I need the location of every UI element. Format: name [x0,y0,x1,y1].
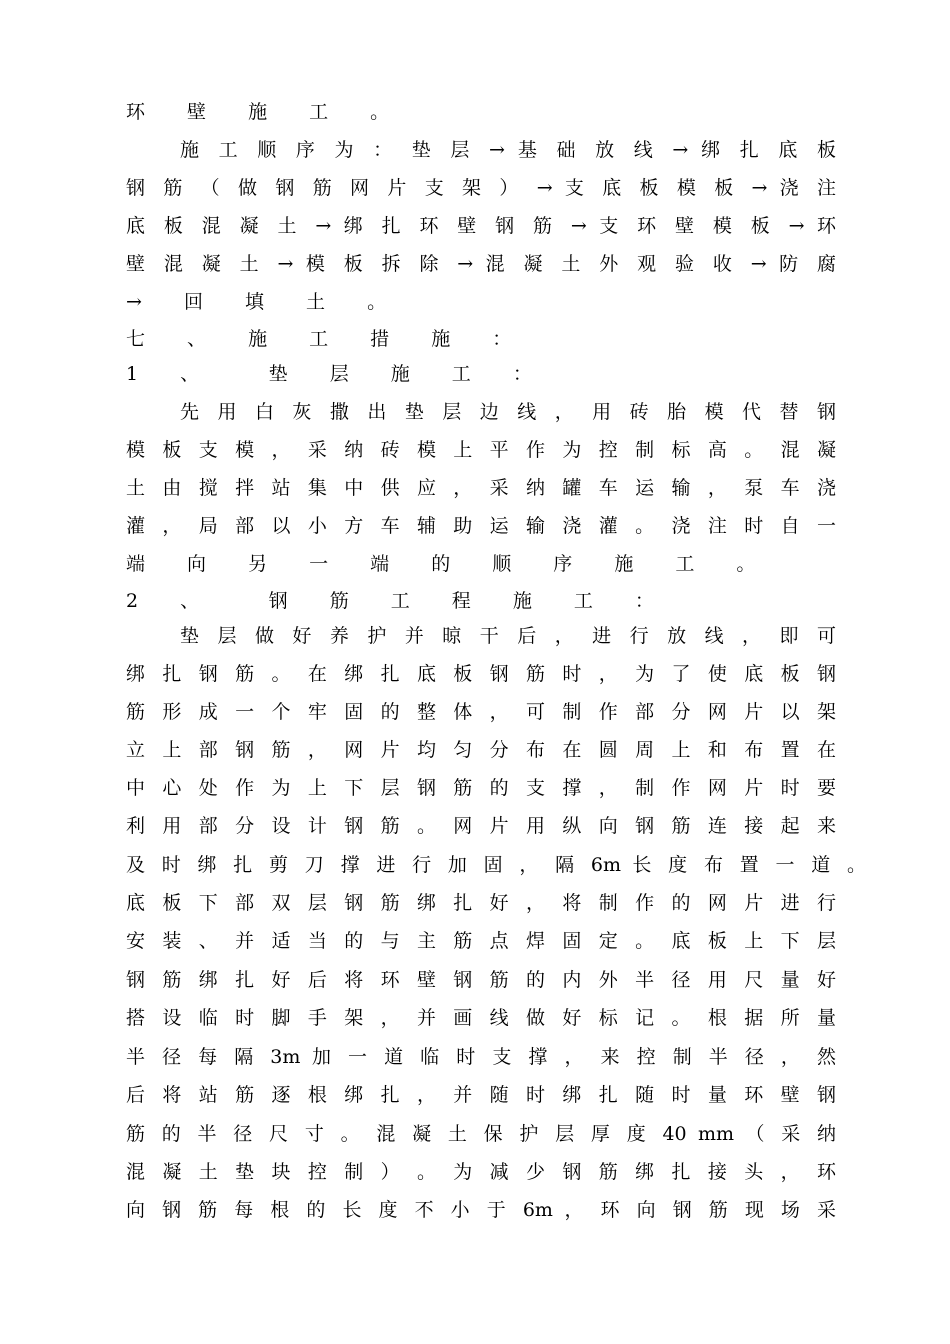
text-line: 筋 的 半 径 尺 寸 。 混 凝 土 保 护 层 厚 度 40 mm （ 采 纳 [126,1123,836,1145]
subsection-heading: 2 、 钢 筋 工 程 施 工 ： [126,590,672,612]
text-line: 模 板 支 模 ， 采 纳 砖 模 上 平 作 为 控 制 标 高 。 混 凝 [126,439,836,461]
text-line: 土 由 搅 拌 站 集 中 供 应 ， 采 纳 罐 车 运 输 ， 泵 车 浇 [126,477,836,499]
text-line: 后 将 站 筋 逐 根 绑 扎 ， 并 随 时 绑 扎 随 时 量 环 壁 钢 [126,1084,836,1106]
text-line: 筋 形 成 一 个 牢 固 的 整 体 ， 可 制 作 部 分 网 片 以 架 [126,701,836,723]
text-line: → 回 填 土 。 [126,291,405,313]
section-heading: 七 、 施 工 措 施 ： [126,328,530,350]
text-line: 灌 ， 局 部 以 小 方 车 辅 助 运 输 浇 灌 。 浇 注 时 自 一 [126,515,836,537]
text-line: 壁 混 凝 土 → 模 板 拆 除 → 混 凝 土 外 观 验 收 → 防 腐 [126,253,836,275]
text-line: 底 板 混 凝 土 → 绑 扎 环 壁 钢 筋 → 支 环 壁 模 板 → 环 [126,215,836,237]
text-line: 垫 层 做 好 养 护 并 晾 干 后 ， 进 行 放 线 ， 即 可 [180,625,836,647]
text-line: 先 用 白 灰 撒 出 垫 层 边 线 ， 用 砖 胎 模 代 替 钢 [180,401,836,423]
text-line: 利 用 部 分 设 计 钢 筋 。 网 片 用 纵 向 钢 筋 连 接 起 来 [126,815,836,837]
text-line: 混 凝 土 垫 块 控 制 ） 。 为 减 少 钢 筋 绑 扎 接 头 ， 环 [126,1161,836,1183]
subsection-heading: 1 、 垫 层 施 工 ： [126,363,550,385]
text-line: 钢 筋 绑 扎 好 后 将 环 壁 钢 筋 的 内 外 半 径 用 尺 量 好 [126,969,836,991]
text-line: 半 径 每 隔 3m 加 一 道 临 时 支 撑 ， 来 控 制 半 径 ， 然 [126,1046,836,1068]
text-line: 搭 设 临 时 脚 手 架 ， 并 画 线 做 好 标 记 。 根 据 所 量 [126,1007,836,1029]
text-line: 施 工 顺 序 为 ： 垫 层 → 基 础 放 线 → 绑 扎 底 板 [180,139,836,161]
text-line: 立 上 部 钢 筋 ， 网 片 均 匀 分 布 在 圆 周 上 和 布 置 在 [126,739,836,761]
text-line: 环 壁 施 工 。 [126,101,408,123]
text-line: 向 钢 筋 每 根 的 长 度 不 小 于 6m ， 环 向 钢 筋 现 场 采 [126,1199,836,1221]
text-line: 底 板 下 部 双 层 钢 筋 绑 扎 好 ， 将 制 作 的 网 片 进 行 [126,892,836,914]
text-line: 及 时 绑 扎 剪 刀 撑 进 行 加 固 ， 隔 6m 长 度 布 置 一 道 。 [126,854,866,876]
text-line: 绑 扎 钢 筋 。 在 绑 扎 底 板 钢 筋 时 ， 为 了 使 底 板 钢 [126,663,836,685]
text-line: 安 装 、 并 适 当 的 与 主 筋 点 焊 固 定 。 底 板 上 下 层 [126,930,836,952]
text-line: 钢 筋 （ 做 钢 筋 网 片 支 架 ） → 支 底 板 模 板 → 浇 注 [126,177,836,199]
text-line: 端 向 另 一 端 的 顺 序 施 工 。 [126,553,774,575]
text-line: 中 心 处 作 为 上 下 层 钢 筋 的 支 撑 ， 制 作 网 片 时 要 [126,777,836,799]
